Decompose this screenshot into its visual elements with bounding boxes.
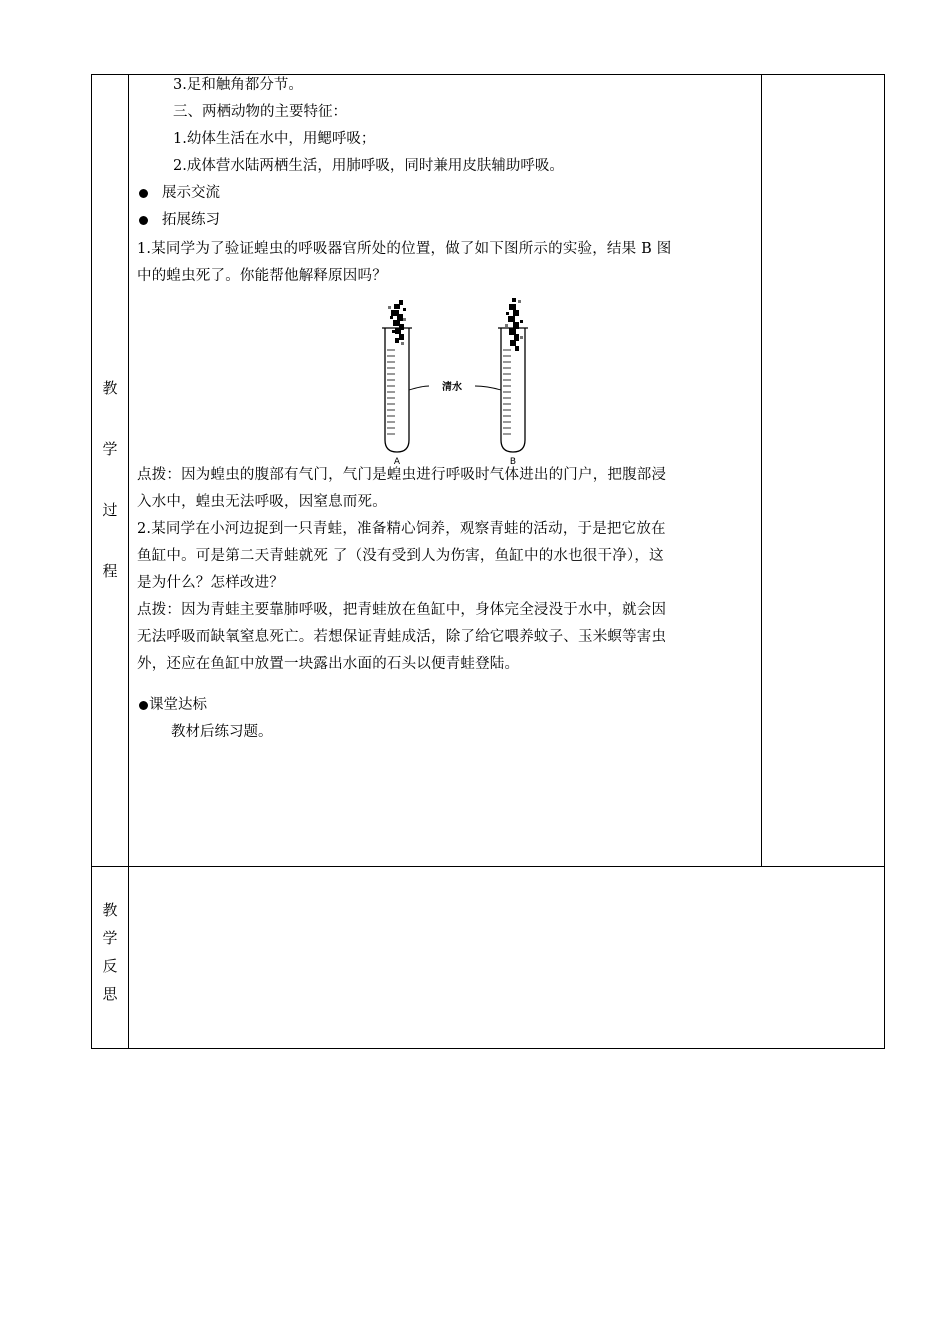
side-label-process — [92, 377, 128, 621]
lesson-content — [137, 75, 755, 746]
bullet-show — [137, 180, 755, 207]
column-divider-right — [761, 74, 762, 867]
side-char: 思 — [102, 985, 118, 1003]
test-tube-b — [498, 298, 528, 452]
answer-2 — [137, 597, 755, 678]
amphibian-feature-1: 1.幼体生活在水中，用鳃呼吸； — [173, 131, 376, 147]
question-2-line: 2.某同学在小河边捉到一只青蛙，准备精心饲养，观察青蛙的活动，于是把它放在 — [137, 521, 666, 537]
section-heading-amphibian: 三、两栖动物的主要特征： — [173, 104, 347, 120]
side-char: 教 — [102, 901, 118, 919]
bullet-extend — [137, 207, 755, 234]
bullet-class — [137, 692, 755, 719]
answer-1 — [137, 462, 755, 516]
locust-b — [506, 298, 523, 351]
column-divider-left — [128, 74, 129, 1049]
question-2-line: 鱼缸中。可是第二天青蛙就死 了（没有受到人为伤害，鱼缸中的水也很干净），这 — [137, 548, 664, 564]
question-1-line: 1.某同学为了验证蝗虫的呼吸器官所处的位置，做了如下图所示的实验，结果 B 图 — [137, 241, 672, 257]
answer-2-line: 外，还应在鱼缸中放置一块露出水面的石头以便青蛙登陆。 — [137, 656, 520, 672]
answer-2-line: 点拨：因为青蛙主要靠肺呼吸，把青蛙放在鱼缸中，身体完全浸没于水中，就会因 — [137, 602, 667, 618]
answer-2-line: 无法呼吸而缺氧窒息死亡。若想保证青蛙成活，除了给它喂养蚊子、玉米螟等害虫 — [137, 629, 667, 645]
bullet-extend-label: 拓展练习 — [162, 212, 220, 228]
test-tube-illustration — [137, 290, 755, 467]
question-1 — [137, 236, 755, 290]
side-char: 教 — [102, 379, 118, 397]
side-char: 程 — [102, 562, 118, 580]
water-label: 清水 — [442, 382, 462, 393]
side-char: 学 — [102, 440, 118, 458]
tube-label-b: B — [509, 457, 517, 467]
bullet-class-label: 课堂达标 — [149, 697, 207, 713]
side-label-reflection — [92, 899, 128, 1011]
question-1-line: 中的蝗虫死了。你能帮他解释原因吗？ — [137, 268, 387, 284]
textbook-exercise: 教材后练习题。 — [171, 724, 273, 740]
amphibian-feature-2: 2.成体营水陆两栖生活，用肺呼吸，同时兼用皮肤辅助呼吸。 — [173, 158, 564, 174]
bullet-dot — [139, 701, 148, 710]
test-tube-a — [382, 300, 412, 452]
question-2-line: 是为什么？怎样改进？ — [137, 575, 284, 591]
side-char: 反 — [102, 957, 118, 975]
experiment-figure — [137, 296, 755, 467]
bullet-show-label: 展示交流 — [162, 185, 220, 201]
locust-a — [390, 300, 406, 343]
question-2 — [137, 516, 755, 597]
answer-1-line: 点拨：因为蝗虫的腹部有气门，气门是蝗虫进行呼吸时气体进出的门户，把腹部浸 — [137, 467, 667, 483]
tube-label-a: A — [393, 457, 401, 467]
side-char: 过 — [102, 501, 118, 519]
bullet-dot — [139, 189, 148, 198]
answer-1-line: 入水中，蝗虫无法呼吸，因窒息而死。 — [137, 494, 387, 510]
bullet-dot — [139, 216, 148, 225]
side-char: 学 — [102, 929, 118, 947]
feature-item-3: 3.足和触角都分节。 — [173, 77, 303, 93]
row-divider — [91, 866, 885, 867]
